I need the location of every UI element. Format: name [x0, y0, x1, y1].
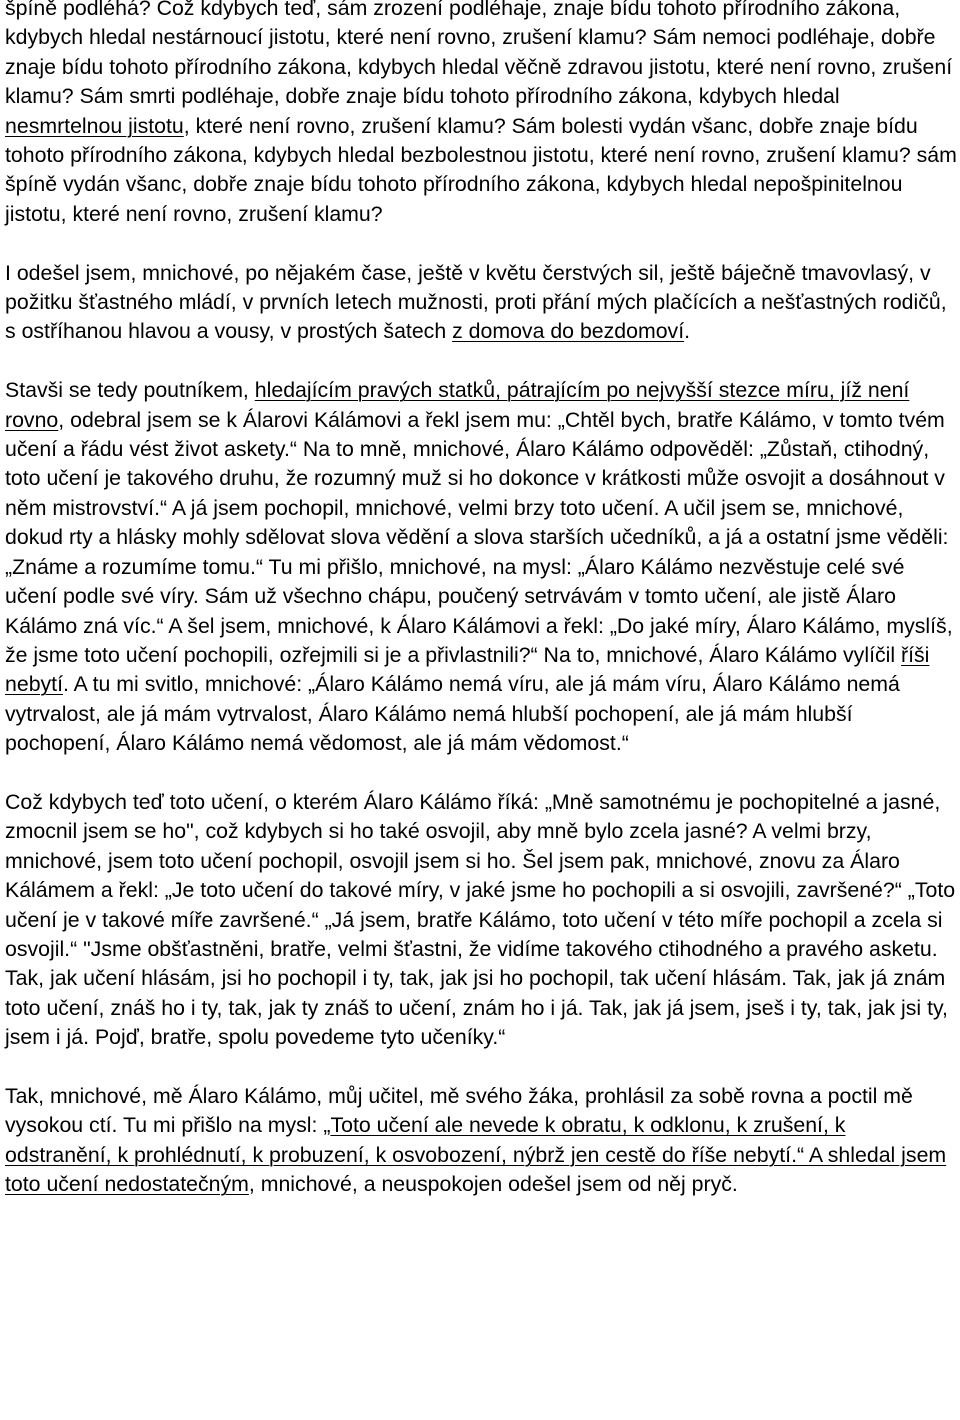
paragraph-1-text-1: špíně podléhá? Což kdybych teď, sám zrození podléhaje, znaje bídu tohoto přírodního zákona, kdybych hledal nestárnoucí jistotu, které není rovno, zrušení klamu? Sám nemoci podléhaje, dobře znaje bídu tohoto přírodního zákona, kdybych hledal věčně zdravou jistotu, které není rovno, zrušení klamu? Sám smrti podléhaje, dobře znaje bídu tohoto přírodního zákona, kdybych hledal — [5, 0, 953, 109]
paragraph-2-text-1: I odešel jsem, mnichové, po nějakém čase, ještě v květu čerstvých sil, ještě báječně tmavovlasý, v požitku šťastného mládí, v prvních letech mužnosti, proti přání mých plačících a nešťastných rodičů, s ostříhanou hlavou a vousy, v prostých šatech — [5, 260, 947, 344]
paragraph-4 — [5, 788, 957, 1053]
paragraph-5-text-1: Tak, mnichové, mě Álaro Kálámo, můj učitel, mě svého žáka, prohlásil za sobě rovna a poctil mě vysokou ctí. Tu mi přišlo na mysl: „ — [5, 1083, 913, 1138]
paragraph-3-text-2: , odebral jsem se k Álarovi Kálámovi a řekl jsem mu: „Chtěl bych, bratře Kálámo, v tomto tvém učení a řádu vést život askety.“ Na to mně, mnichové, Álaro Kálámo odpověděl: „Zůstaň, ctihodný, toto učení je takového druhu, že rozumný muž si ho dokonce v krátkosti může osvojit a dosáhnout v něm mistrovství.“ A já jsem pochopil, mnichové, velmi brzy toto učení. A učil jsem se, mnichové, dokud rty a hlásky mohly sdělovat slova vědění a slova starších učedníků, a já a ostatní jsme věděli: „Známe a rozumíme tomu.“ Tu mi přišlo, mnichové, na mysl: „Álaro Kálámo nezvěstuje celé své učení podle své víry. Sám už všechno chápu, poučený setrvávám v tomto učení, ale jistě Álaro Kálámo zná víc.“ A šel jsem, mnichové, k Álaro Kálámovi a řekl: „Do jaké míry, Álaro Kálámo, myslíš, že jsme toto učení pochopili, ozřejmili si je a přivlastnili?“ Na to, mnichové, Álaro Kálámo vylíčil — [5, 407, 953, 667]
paragraph-3 — [5, 376, 957, 758]
paragraph-2-text-2: . — [684, 319, 691, 344]
underlined-phrase-hledajicim-pravych-statku: hledajícím pravých statků, pátrajícím po nejvyšší stezce míru, jíž není rovno — [5, 378, 910, 432]
paragraph-4-text-1: Což kdybych teď toto učení, o kterém Álaro Kálámo říká: „Mně samotnému je pochopitelné a jasné, zmocnil jsem se ho", což kdybych si ho také osvojil, aby mně bylo zcela jasné? A velmi brzy, mnichové, jsem toto učení pochopil, osvojil jsem si ho. Šel jsem pak, mnichové, znovu za Álaro Kálámem a řekl: „Je toto učení do takové míry, v jaké jsme ho pochopili a si osvojili, završené?“ „Toto učení je v takové míře završené.“ „Já jsem, bratře Kálámo, toto učení v této míře pochopil a zcela si osvojil.“ "Jsme obšťastněni, bratře, velmi šťastni, že vidíme takového ctihodného a pravého asketu. Tak, jak učení hlásám, jsi ho pochopil i ty, tak, jak jsi ho pochopil, tak učení hlásám. Tak, jak já znám toto učení, znáš ho i ty, tak, jak ty znáš to učení, znám ho i já. Tak, jak já jsem, jseš i ty, tak, jak jsi ty, jsem i já. Pojď, bratře, spolu povedeme tyto učeníky.“ — [5, 789, 956, 1050]
paragraph-3-text-3: . A tu mi svitlo, mnichové: „Álaro Kálámo nemá víru, ale já mám víru, Álaro Kálámo nemá vytrvalost, ale já mám vytrvalost, Álaro Kálámo nemá hlubší pochopení, ale já mám hlubší pochopení, Álaro Kálámo nemá vědomost, ale já mám vědomost.“ — [5, 672, 900, 756]
paragraph-2 — [5, 259, 957, 347]
paragraph-5 — [5, 1082, 957, 1200]
paragraph-1-text-2: , které není rovno, zrušení klamu? Sám bolesti vydán všanc, dobře znaje bídu tohoto přírodního zákona, kdybych hledal bezbolestnou jistotu, které není rovno, zrušení klamu? sám špíně vydán všanc, dobře znaje bídu tohoto přírodního zákona, kdybych hledal nepošpinitelnou jistotu, které není rovno, zrušení klamu? — [5, 113, 957, 226]
paragraph-3-text-1: Stavši se tedy poutníkem, — [5, 378, 255, 403]
document-page — [5, 0, 957, 1200]
underlined-phrase-risi-nebyti: říši nebytí — [5, 642, 930, 697]
paragraph-1 — [5, 0, 957, 229]
underlined-phrase-z-domova-do-bezdomovi: z domova do bezdomoví — [452, 319, 685, 344]
underlined-phrase-nesmrtelnou-jistotu: nesmrtelnou jistotu — [5, 113, 184, 138]
paragraph-5-text-2: , mnichové, a neuspokojen odešel jsem od něj pryč. — [248, 1172, 738, 1197]
underlined-phrase-toto-uceni-ale-nevede: Toto učení ale nevede k obratu, k odklonu, k zrušení, k odstranění, k prohlédnutí, k probuzení, k osvobození, nýbrž jen cestě do říše nebytí.“ A shledal jsem toto učení nedostatečným — [5, 1113, 947, 1197]
